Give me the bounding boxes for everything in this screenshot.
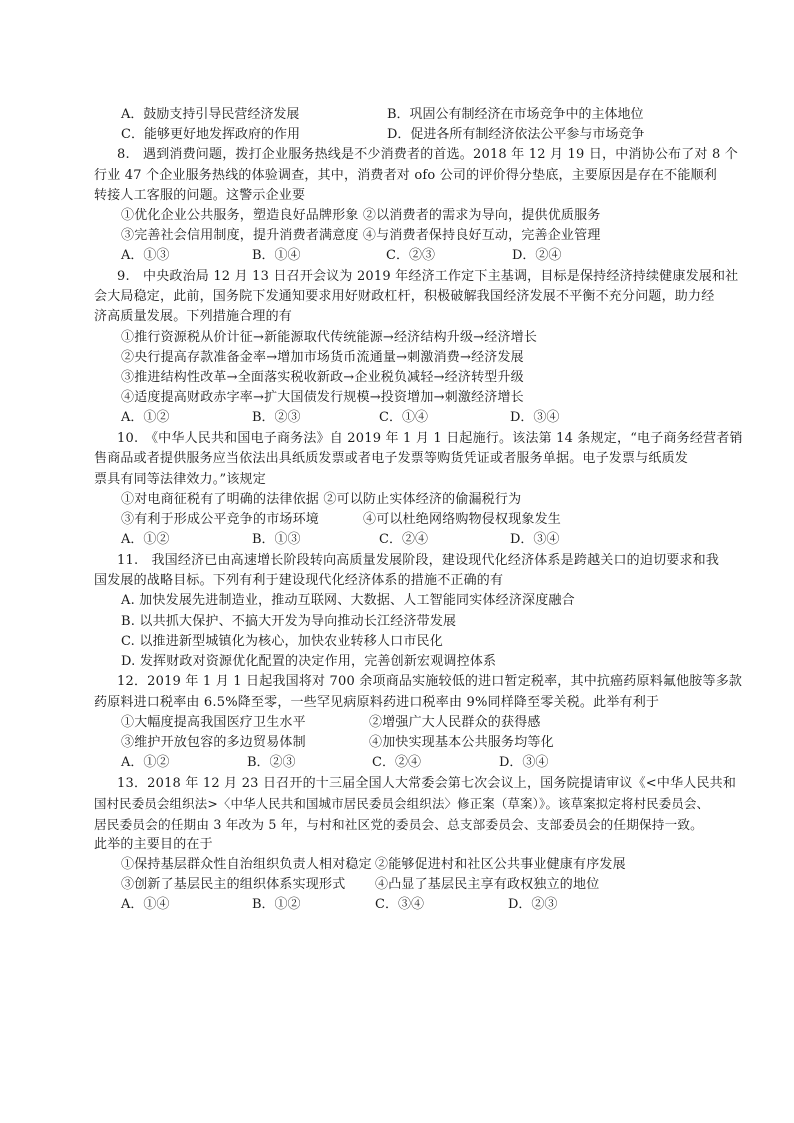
q12-item-2: ②增强广大人民群众的获得感 xyxy=(369,715,541,730)
q8-option-a: A．①③ xyxy=(121,248,170,263)
q9-stem-line-3: 济高质量发展。下列措施合理的有 xyxy=(94,309,293,324)
q13-option-a: A．①④ xyxy=(121,897,170,912)
q8-item-row-2: ③完善社会信用制度，提升消费者满意度 ④与消费者保持良好互动，完善企业管理 xyxy=(121,228,601,243)
q11-option-b: B. 以共抓大保护、不搞大开发为导向推动长江经济带发展 xyxy=(121,614,457,629)
q9-item-3: ③推进结构性改革→全面落实税收新政→企业税负减轻→经济转型升级 xyxy=(121,370,524,385)
q7-option-c: C．能够更好地发挥政府的作用 xyxy=(121,127,300,142)
q13-option-b: B．①② xyxy=(252,897,301,912)
q9-option-b: B．②③ xyxy=(252,410,301,425)
q8-stem-line-1: 8. 遇到消费问题，拨打企业服务热线是不少消费者的首选。2018 年 12 月 19 日，中消协公布了对 8 个 xyxy=(117,147,738,162)
q9-option-a: A．①② xyxy=(121,410,170,425)
q13-item-4: ④凸显了基层民主享有政权独立的地位 xyxy=(375,877,600,892)
q9-item-2: ②央行提高存款准备金率→增加市场货币流通量→刺激消费→经济发展 xyxy=(121,350,524,365)
q11-option-a: A. 加快发展先进制造业，推动互联网、大数据、人工智能同实体经济深度融合 xyxy=(121,593,575,608)
q10-option-c: C．②④ xyxy=(379,532,428,547)
q10-option-b: B．①③ xyxy=(252,532,301,547)
q11-option-d: D. 发挥财政对资源优化配置的决定作用，完善创新宏观调控体系 xyxy=(121,654,497,669)
q13-stem-line-2: 国村民委员会组织法>〈中华人民共和国城市居民委员会组织法〉修正案（草案）》。该草案拟定将村民委员会、 xyxy=(94,796,710,811)
q9-option-c: C．①④ xyxy=(379,410,428,425)
q7-option-a: A．鼓励支持引导民营经济发展 xyxy=(121,107,300,122)
q11-stem-line-1: 11. 我国经济已由高速增长阶段转向高质量发展阶段，建设现代化经济体系是跨越关口的迫切要求和我 xyxy=(117,553,720,568)
q12-option-d: D．③④ xyxy=(499,755,549,770)
q12-option-b: B．②③ xyxy=(247,755,296,770)
q12-item-3: ③维护开放包容的多边贸易体制 xyxy=(121,735,306,750)
q8-option-b: B．①④ xyxy=(252,248,301,263)
q10-item-3: ③有利于形成公平竞争的市场环境 xyxy=(121,512,320,527)
q8-stem-line-3: 转接人工客服的问题。这警示企业要 xyxy=(94,188,306,203)
q11-stem-line-2: 国发展的战略目标。下列有利于建设现代化经济体系的措施不正确的有 xyxy=(94,573,504,588)
q9-item-4: ④适度提高财政赤字率→扩大国债发行规模→投资增加→刺激经济增长 xyxy=(121,390,524,405)
q13-item-1: ①保持基层群众性自治组织负责人相对稳定 xyxy=(121,857,372,872)
q10-stem-line-1: 10. 《中华人民共和国电子商务法》自 2019 年 1 月 1 日起施行。该法第 14 条规定，“电子商务经营者销 xyxy=(117,431,743,446)
q9-item-1: ①推行资源税从价计征→新能源取代传统能源→经济结构升级→经济增长 xyxy=(121,330,538,345)
q10-item-4: ④可以杜绝网络购物侵权现象发生 xyxy=(363,512,562,527)
q12-option-a: A．①② xyxy=(121,755,170,770)
q8-option-c: C．②③ xyxy=(386,248,435,263)
q8-stem-line-2: 行业 47 个企业服务热线的体验调查，其中，消费者对 ofo 公司的评价得分垫底，主要原因是存在不能顺利 xyxy=(94,168,717,183)
q7-option-d: D．促进各所有制经济依法公平参与市场竞争 xyxy=(387,127,645,142)
q10-stem-line-2: 售商品或者提供服务应当依法出具纸质发票或者电子发票等购货凭证或者服务单据。电子发票与纸质发 xyxy=(94,451,689,466)
q13-item-2: ②能够促进村和社区公共事业健康有序发展 xyxy=(375,857,626,872)
q12-stem-line-2: 药原料进口税率由 6.5%降至零，一些罕见病原料药进口税率由 9%同样降至零关税。此举有利于 xyxy=(94,695,660,710)
q13-stem-line-1: 13．2018 年 12 月 23 日召开的十三届全国人大常委会第七次会议上，国务院提请审议《<中华人民共和 xyxy=(117,776,737,791)
q10-option-a: A．①② xyxy=(121,532,170,547)
q9-option-d: D．③④ xyxy=(510,410,560,425)
q12-option-c: C．②④ xyxy=(372,755,421,770)
q10-stem-line-3: 票具有同等法律效力。”该规定 xyxy=(94,472,266,487)
q11-option-c: C. 以推进新型城镇化为核心，加快农业转移人口市民化 xyxy=(121,634,443,649)
q8-item-row-1: ①优化企业公共服务，塑造良好品牌形象 ②以消费者的需求为导向，提供优质服务 xyxy=(121,208,601,223)
q13-stem-line-3: 居民委员会的任期由 3 年改为 5 年，与村和社区党的委员会、总支部委员会、支部委员会的任期保持一致。 xyxy=(94,817,703,832)
q9-stem-line-1: 9. 中央政治局 12 月 13 日召开会议为 2019 年经济工作定下主基调，目标是保持经济持续健康发展和社 xyxy=(117,269,739,284)
q7-option-b: B．巩固公有制经济在市场竞争中的主体地位 xyxy=(387,107,644,122)
q12-item-4: ④加快实现基本公共服务均等化 xyxy=(369,735,554,750)
q9-stem-line-2: 会大局稳定，此前，国务院下发通知要求用好财政杠杆，积极破解我国经济发展不平衡不充分问题，助力经 xyxy=(94,289,715,304)
q13-option-c: C．③④ xyxy=(375,897,424,912)
q12-item-1: ①大幅度提高我国医疗卫生水平 xyxy=(121,715,306,730)
q10-option-d: D．③④ xyxy=(510,532,560,547)
q13-item-3: ③创新了基层民主的组织体系实现形式 xyxy=(121,877,346,892)
q13-stem-line-4: 此举的主要目的在于 xyxy=(94,837,213,852)
q10-item-row-1: ①对电商征税有了明确的法律依据 ②可以防止实体经济的偷漏税行为 xyxy=(121,492,522,507)
q8-option-d: D．②④ xyxy=(512,248,562,263)
q12-stem-line-1: 12．2019 年 1 月 1 日起我国将对 700 余项商品实施较低的进口暂定税率，其中抗癌药原料氟他胺等多款 xyxy=(117,674,743,689)
q13-option-d: D．②③ xyxy=(508,897,558,912)
